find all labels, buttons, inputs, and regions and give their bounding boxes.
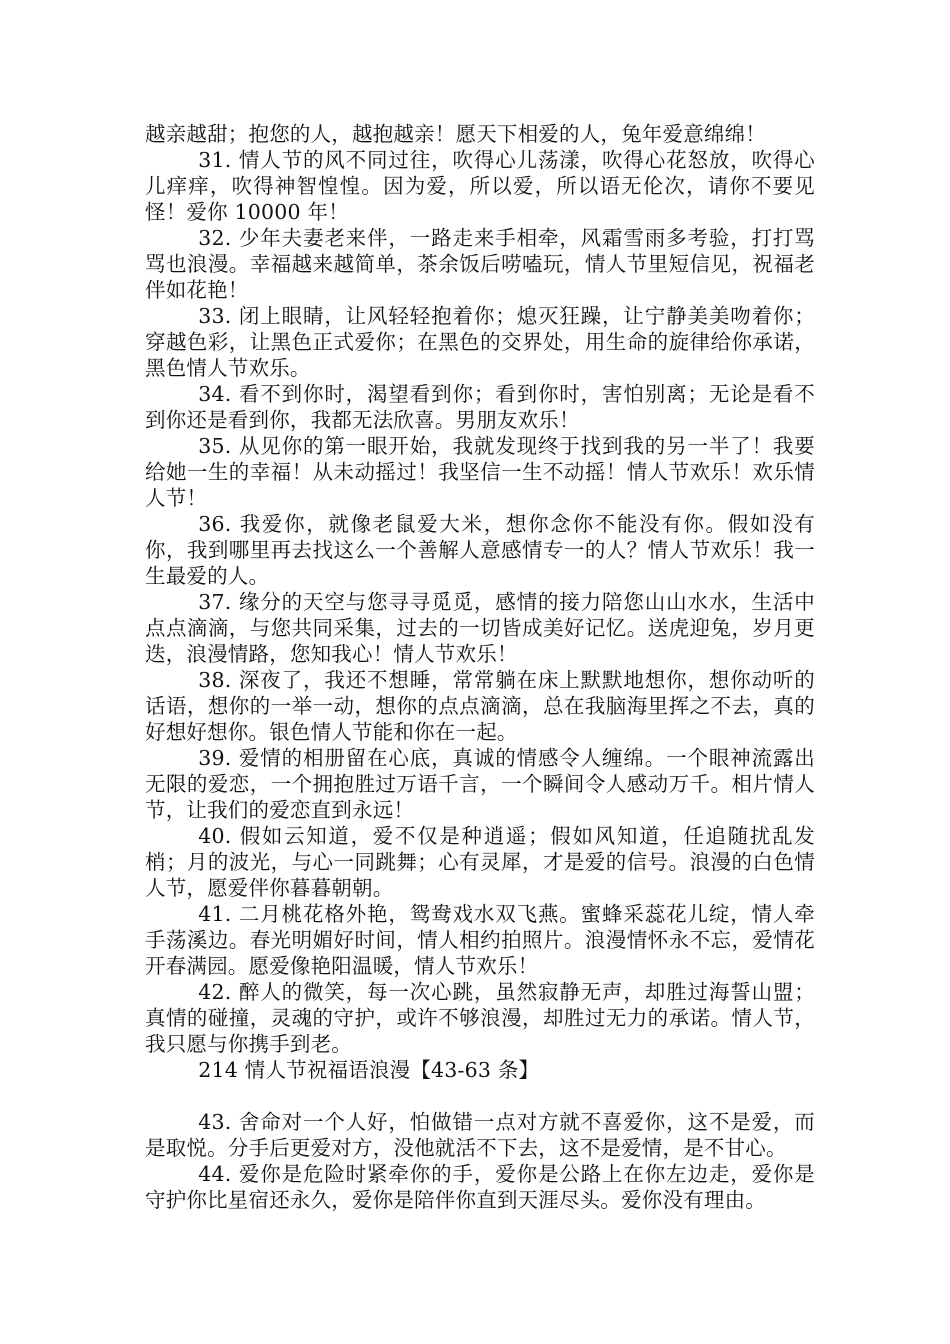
paragraph-33: 33. 闭上眼睛，让风轻轻抱着你；熄灭狂躁，让宁静美美吻着你；穿越色彩，让黑色正式爱你；在黑色的交界处，用生命的旋律给你承诺，黑色情人节欢乐。 (145, 304, 815, 380)
paragraph-40: 40. 假如云知道，爱不仅是种逍遥；假如风知道，任追随扰乱发梢；月的波光，与心一同跳舞；心有灵犀，才是爱的信号。浪漫的白色情人节，愿爱伴你暮暮朝朝。 (145, 824, 815, 900)
paragraph-35: 35. 从见你的第一眼开始，我就发现终于找到我的另一半了！我要给她一生的幸福！从未动摇过！我坚信一生不动摇！情人节欢乐！欢乐情人节！ (145, 434, 815, 510)
section-heading: 214 情人节祝福语浪漫【43-63 条】 (198, 1058, 540, 1082)
paragraph-continuation: 越亲越甜；抱您的人，越抱越亲！愿天下相爱的人，兔年爱意绵绵！ (145, 122, 766, 146)
paragraph-41: 41. 二月桃花格外艳，鸳鸯戏水双飞燕。蜜蜂采蕊花儿绽，情人牵手荡溪边。春光明媚好时间，情人相约拍照片。浪漫情怀永不忘，爱情花开春满园。愿爱像艳阳温暖，情人节欢乐！ (145, 902, 815, 978)
paragraph-36: 36. 我爱你，就像老鼠爱大米，想你念你不能没有你。假如没有你，我到哪里再去找这么一个善解人意感情专一的人？情人节欢乐！我一生最爱的人。 (145, 512, 815, 588)
paragraph-31: 31. 情人节的风不同过往，吹得心儿荡漾，吹得心花怒放，吹得心儿痒痒，吹得神智惶惶。因为爱，所以爱，所以语无伦次，请你不要见怪！爱你 10000 年！ (145, 148, 815, 224)
paragraph-34: 34. 看不到你时，渴望看到你；看到你时，害怕别离；无论是看不到你还是看到你，我都无法欣喜。男朋友欢乐！ (145, 382, 815, 432)
paragraph-37: 37. 缘分的天空与您寻寻觅觅，感情的接力陪您山山水水，生活中点点滴滴，与您共同采集，过去的一切皆成美好记忆。送虎迎兔，岁月更迭，浪漫情路，您知我心！情人节欢乐！ (145, 590, 815, 666)
paragraph-39: 39. 爱情的相册留在心底，真诚的情感令人缠绵。一个眼神流露出无限的爱恋，一个拥抱胜过万语千言，一个瞬间令人感动万千。相片情人节，让我们的爱恋直到永远！ (145, 746, 815, 822)
paragraph-32: 32. 少年夫妻老来伴，一路走来手相牵，风霜雪雨多考验，打打骂骂也浪漫。幸福越来越简单，茶余饭后唠嗑玩，情人节里短信见，祝福老伴如花艳！ (145, 226, 815, 302)
paragraph-38: 38. 深夜了，我还不想睡，常常躺在床上默默地想你，想你动听的话语，想你的一举一动，想你的点点滴滴，总在我脑海里挥之不去，真的好想好想你。银色情人节能和你在一起。 (145, 668, 815, 744)
paragraph-44: 44. 爱你是危险时紧牵你的手，爱你是公路上在你左边走，爱你是守护你比星宿还永久，爱你是陪伴你直到天涯尽头。爱你没有理由。 (145, 1162, 815, 1212)
blank-line (145, 1083, 815, 1109)
paragraph-42: 42. 醉人的微笑，每一次心跳，虽然寂静无声，却胜过海誓山盟；真情的碰撞，灵魂的守护，或许不够浪漫，却胜过无力的承诺。情人节，我只愿与你携手到老。 (145, 980, 815, 1056)
paragraph-43: 43. 舍命对一个人好，怕做错一点对方就不喜爱你，这不是爱，而是取悦。分手后更爱对方，没他就活不下去，这不是爱情，是不甘心。 (145, 1110, 815, 1160)
document-body (145, 121, 815, 1213)
